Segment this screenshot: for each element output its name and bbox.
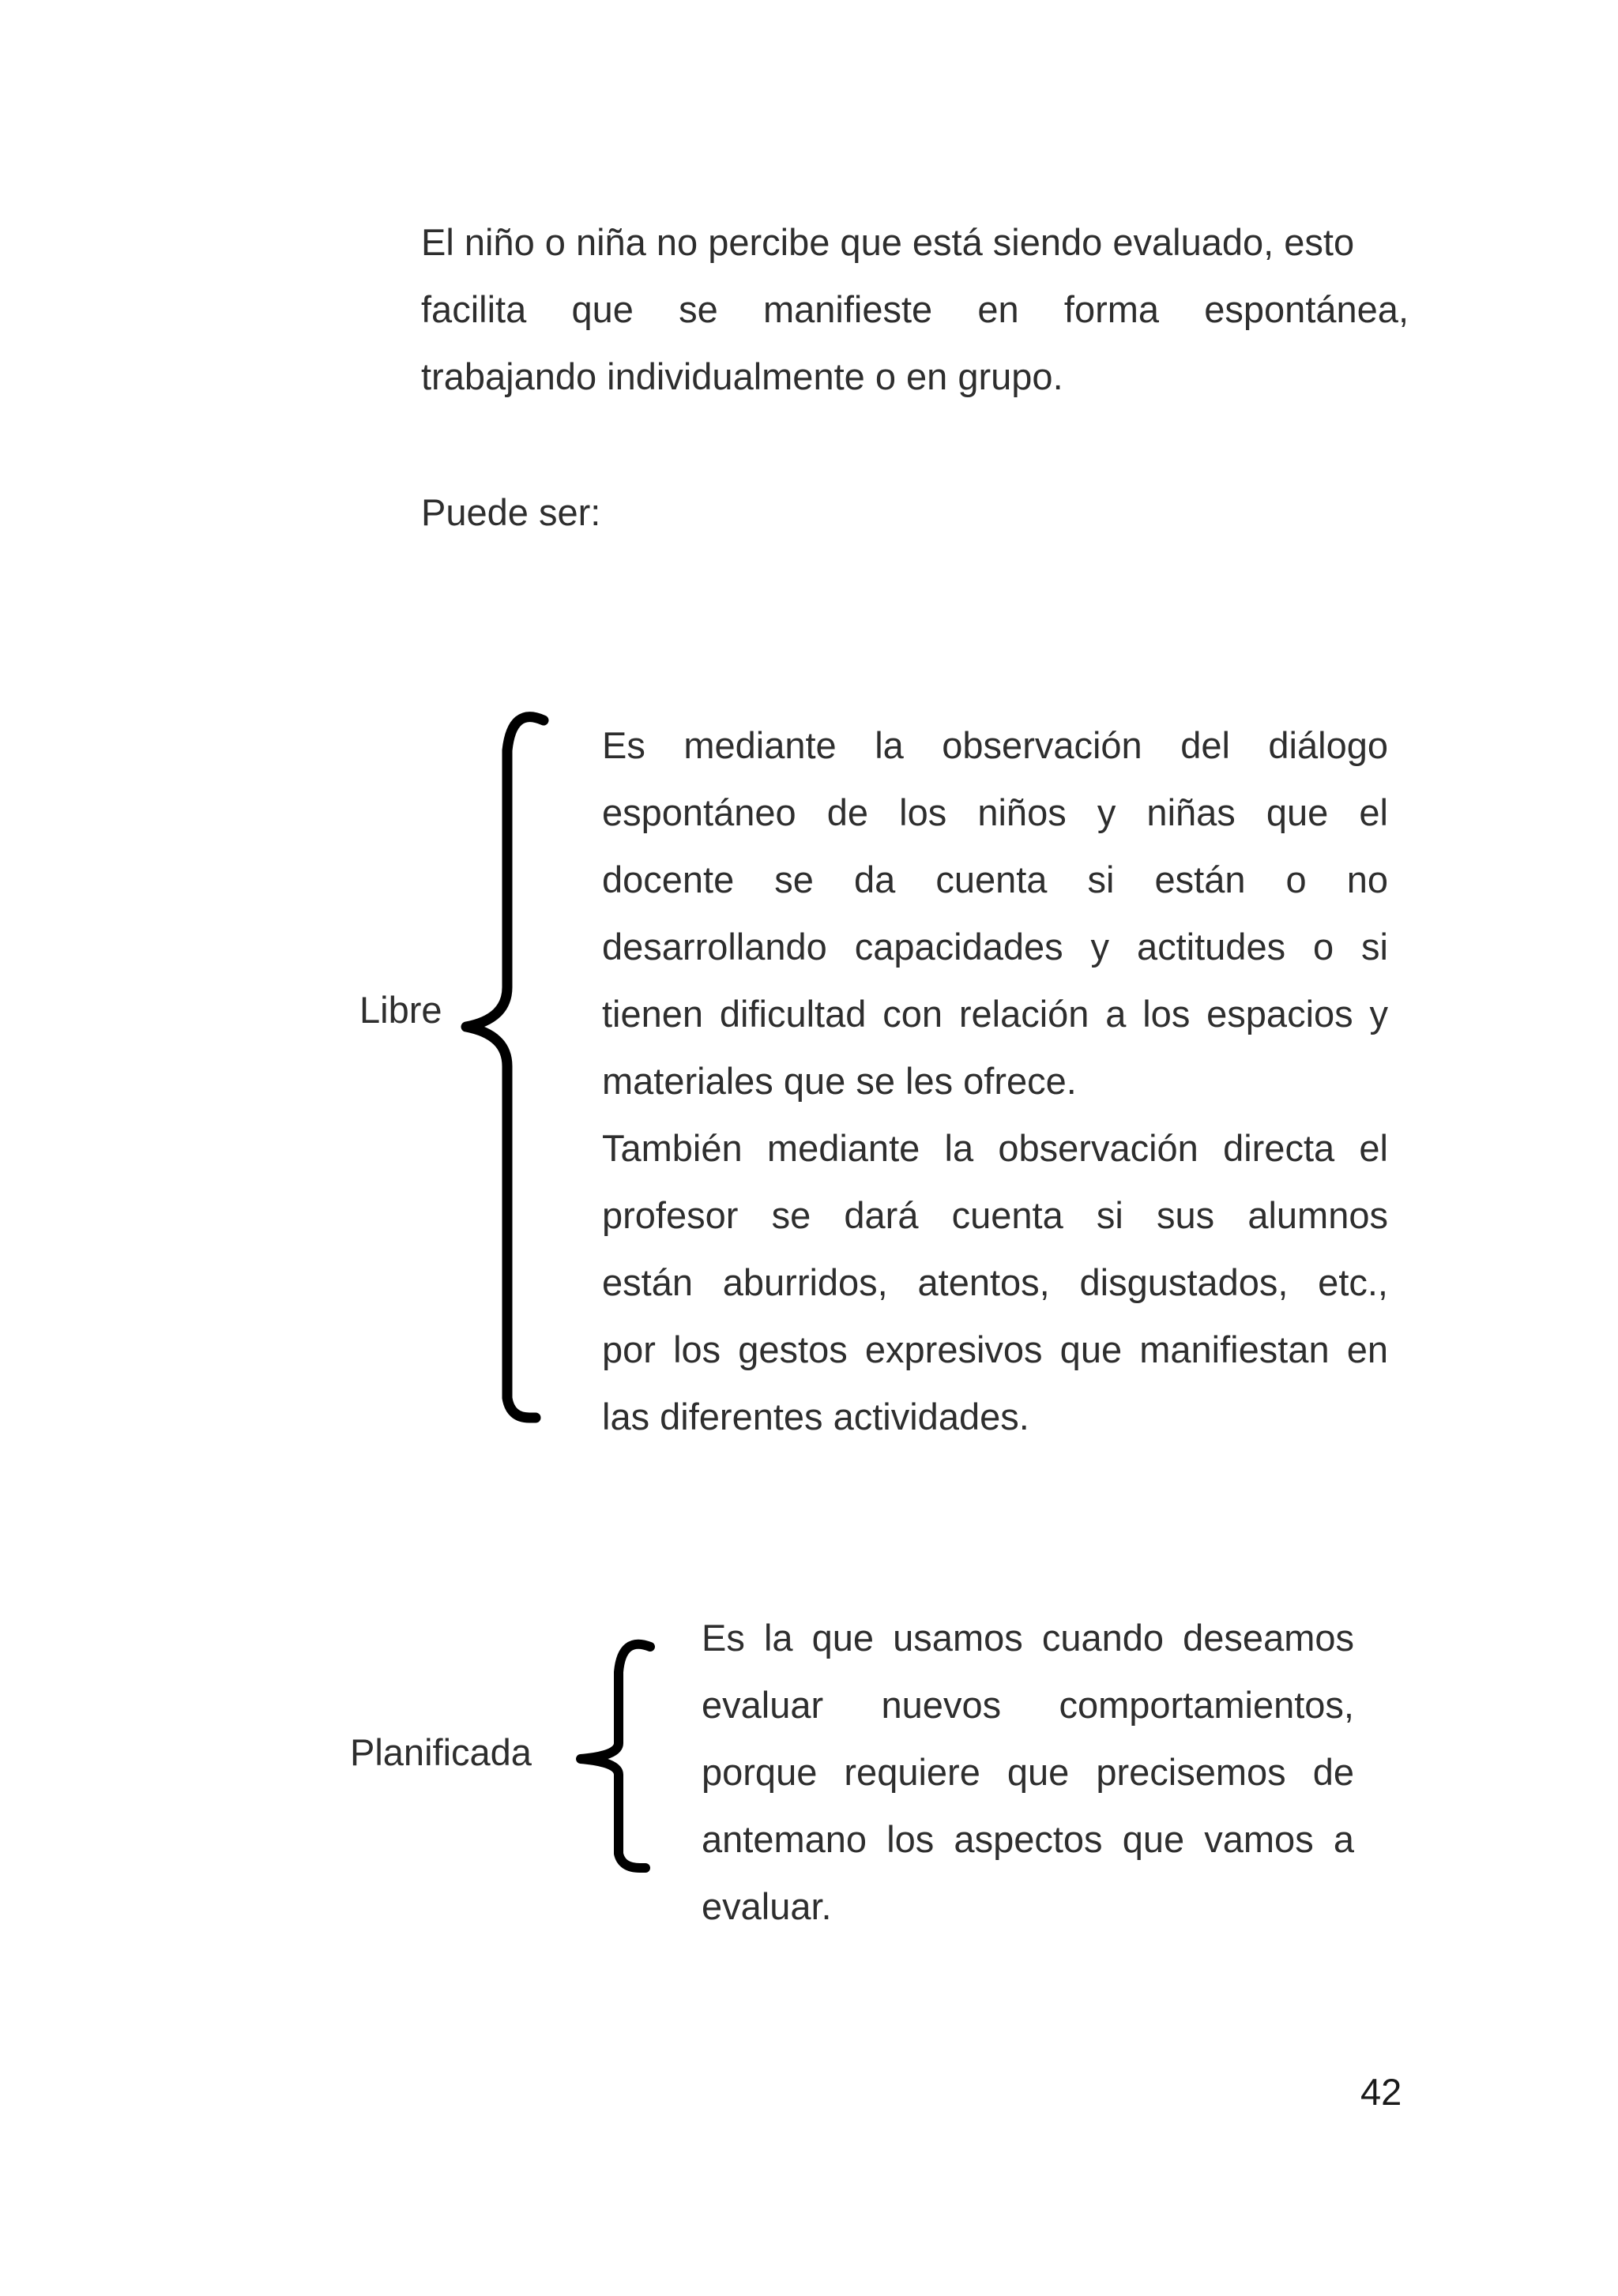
libre-line-2: espontáneo de los niños y niñas que el — [602, 791, 1388, 833]
libre-label: Libre — [359, 989, 442, 1031]
libre-line-8: profesor se dará cuenta si sus alumnos — [602, 1194, 1388, 1236]
planificada-line-4: antemano los aspectos que vamos a — [702, 1818, 1354, 1860]
libre-line-4: desarrollando capacidades y actitudes o si — [602, 926, 1388, 968]
libre-line-5: tienen dificultad con relación a los espacios y — [602, 993, 1388, 1035]
libre-line-9: están aburridos, atentos, disgustados, etc., — [602, 1261, 1388, 1303]
planificada-line-2: evaluar nuevos comportamientos, — [702, 1684, 1354, 1726]
planificada-label: Planificada — [350, 1731, 532, 1773]
puede-ser-text: Puede ser: — [421, 491, 601, 533]
libre-line-1: Es mediante la observación del diálogo — [602, 724, 1388, 766]
planificada-line-1: Es la que usamos cuando deseamos — [702, 1617, 1354, 1659]
intro-line-1: El niño o niña no percibe que está siendo evaluado, esto — [421, 221, 1355, 263]
planificada-line-5: evaluar. — [702, 1885, 832, 1927]
libre-line-7: También mediante la observación directa el — [602, 1127, 1388, 1169]
libre-line-10: por los gestos expresivos que manifiestan en — [602, 1328, 1388, 1370]
page-number: 42 — [1360, 2071, 1402, 2113]
intro-line-3: trabajando individualmente o en grupo. — [421, 355, 1063, 397]
planificada-line-3: porque requiere que precisemos de — [702, 1751, 1354, 1793]
libre-brace — [450, 703, 545, 1430]
planificada-brace — [565, 1631, 652, 1884]
intro-line-2: facilita que se manifieste en forma espontánea, — [421, 288, 1409, 330]
libre-line-11: las diferentes actividades. — [602, 1396, 1029, 1437]
libre-line-6: materiales que se les ofrece. — [602, 1060, 1077, 1102]
libre-line-3: docente se da cuenta si están o no — [602, 859, 1388, 900]
